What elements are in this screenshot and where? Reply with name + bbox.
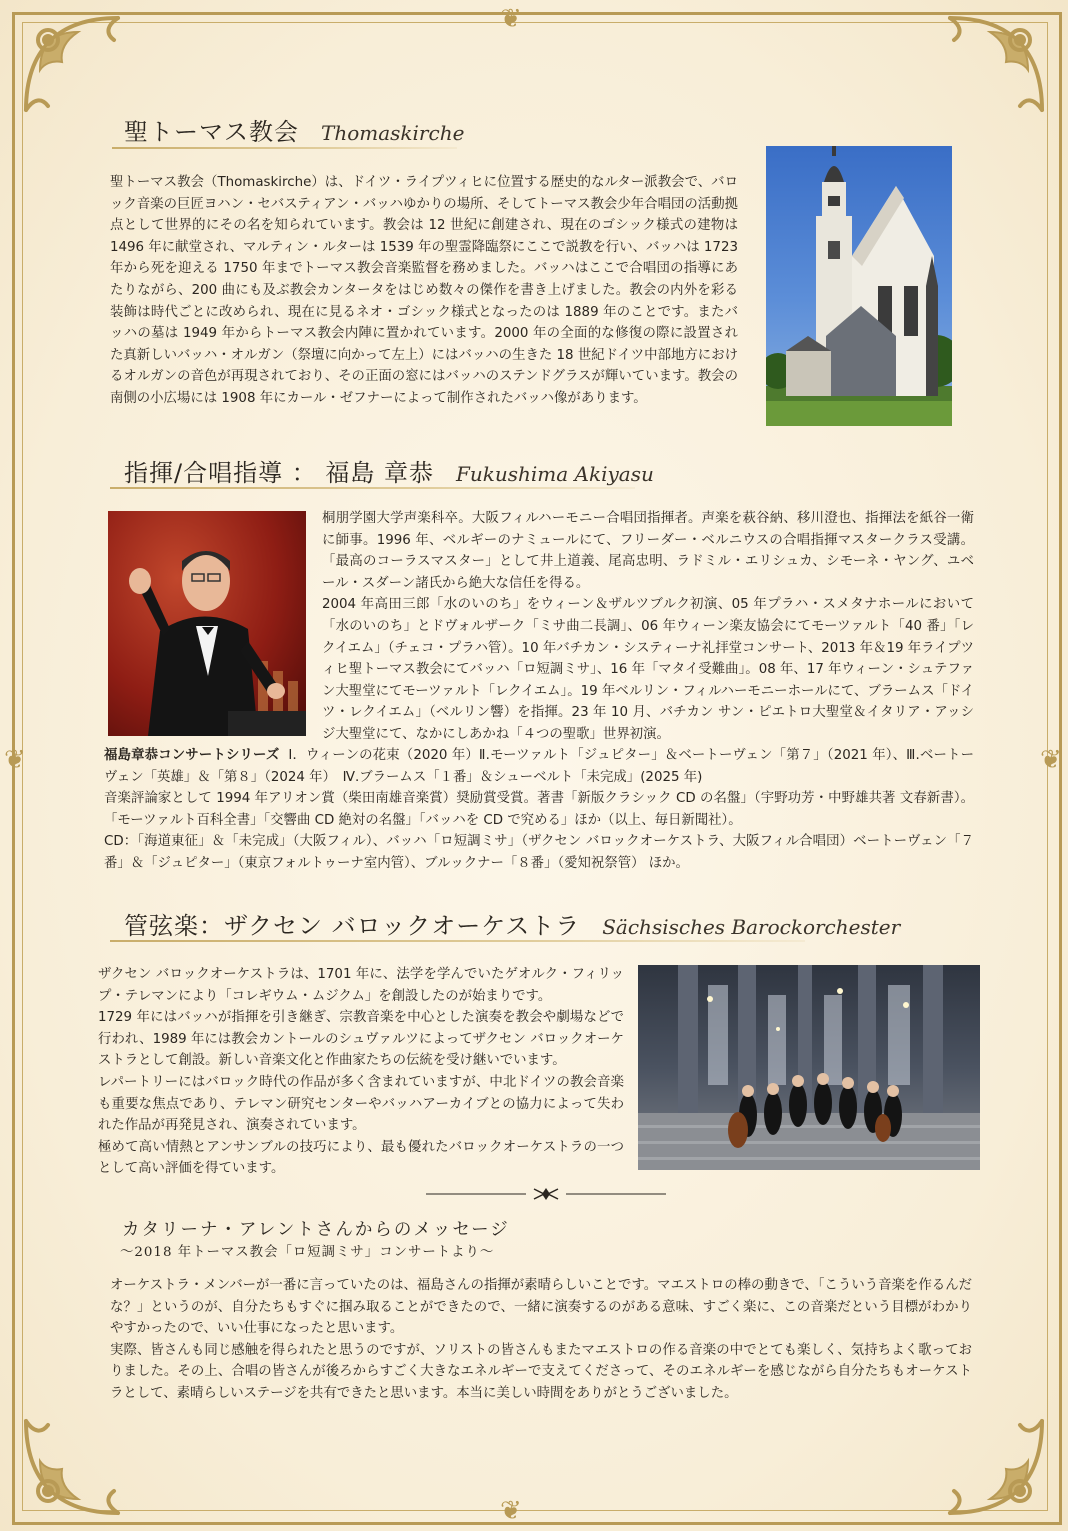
corner-ornament-icon xyxy=(940,1411,1050,1521)
thomas-title-jp: 聖トーマス教会 xyxy=(124,118,299,146)
message-p2: 実際、皆さんも同じ感触を得られたと思うのですが、ソリストの皆さんもまたマエストロの作る音楽の中でとても楽しく、気持ちよく歌っておりました。その上、合唱の皆さんが後ろからすごく大きなエネルギーで支えてくださって、そのエネルギーを感じながら自分たちもオーケストラとして、素晴らしいステージを共有できたと思います。本当に美しい時間をありがとうございました。 xyxy=(110,1342,972,1401)
conductor-cd: CD：「海道東征」＆「未完成」（大阪フィル）、バッハ「ロ短調ミサ」（ザクセン バロックオーケストラ、大阪フィル合唱団）ベートーヴェン「７番」＆「ジュピター」（東京フォルトゥーナ室内管）、ブルックナー「８番」（愛知祝祭管） ほか。 xyxy=(104,834,974,871)
thomas-heading xyxy=(124,112,464,147)
corner-ornament-icon xyxy=(18,10,128,120)
orchestra-body xyxy=(98,964,624,1180)
conductor-title-jp: 指揮/合唱指導 ： 福島 章恭 xyxy=(124,459,434,487)
bottom-edge-ornament-icon: ❦ xyxy=(500,1496,522,1526)
orchestra-photo xyxy=(638,965,980,1170)
conductor-bio xyxy=(322,508,974,746)
conductor-title-en: Fukushima Akiyasu xyxy=(455,462,654,486)
conductor-awards: 音楽評論家として 1994 年アリオン賞（柴田南雄音楽賞）奨励賞受賞。著書「新版クラシック CD の名盤」（宇野功芳・中野雄共著 文春新書）。「モーツァルト百科全書」「交響曲 CD 絶対の名盤」「バッハを CD で究める」ほか（以上、毎日新聞社）。 xyxy=(104,791,974,828)
conductor-extra xyxy=(104,745,974,875)
conductor-bio-2: 2004 年高田三郎「水のいのち」をウィーン＆ザルツブルク初演、05 年プラハ・スメタナホールにおいて「水のいのち」とドヴォルザーク「ミサ曲二長調」、06 年ウィーン楽友協会にてモーツァルト「40 番」「レクイエム」（チェコ・プラハ管）。10 年バチカン・システィーナ礼拝堂コンサート、2013 年＆19 年ライプツィヒ聖トーマス教会にてバッハ「ロ短調ミサ」、16 年「マタイ受難曲」。08 年、17 年ウィーン・シュテファン大聖堂にてモーツァルト「レクイエム」。19 年ベルリン・フィルハーモニーホールにて、ブラームス「ドイツ・レクイエム」（ベルリン響）を指揮。23 年 10 月、バチカン サン・ピエトロ大聖堂＆イタリア・アッシジ大聖堂にて、なかにしあかね「４つの聖歌」世界初演。 xyxy=(322,597,974,742)
orchestra-p1: ザクセン バロックオーケストラは、1701 年に、法学を学んでいたゲオルク・フィリップ・テレマンにより「コレギウム・ムジクム」を創設したのが始まりです。 xyxy=(98,967,624,1004)
conductor-bio-1: 桐朋学園大学声楽科卒。大阪フィルハーモニー合唱団指揮者。声楽を萩谷納、移川澄也、指揮法を紙谷一衛に師事。1996 年、ベルギーのナミュールにて、フリーダー・ベルニウスの合唱指揮マスタークラス受講。「最高のコーラスマスター」として井上道義、尾高忠明、ラドミル・エリシュカ、シモーネ・ヤング、ユベール・スダーン諸氏から絶大な信任を得る。 xyxy=(322,511,974,591)
thomaskirche-photo xyxy=(766,146,952,426)
conductor-heading xyxy=(124,453,654,488)
right-edge-ornament-icon: ❦ xyxy=(1040,745,1062,775)
thomas-body-text: 聖トーマス教会（Thomaskirche）は、ドイツ・ライプツィヒに位置する歴史的なルター派教会で、バロック音楽の巨匠ヨハン・セバスティアン・バッハゆかりの場所、そしてトーマス教会少年合唱団の活動拠点として世界的にその名を知られています。教会は 12 世紀に創建され、現在のゴシック様式の建物は 1496 年に献堂され、マルティン・ルターは 1539 年の聖霊降臨祭にここで説教を行い、バッハは 1723 年から死を迎える 1750 年までトーマス教会音楽監督を務めました。バッハはここで合唱団の指導にあたりながら、200 曲にも及ぶ教会カンタータをはじめ数々の傑作を書き上げました。教会の内外を彩る装飾は時代ごとに改められ、現在に見るネオ・ゴシック様式となったのは 1889 年のことです。またバッハの墓は 1949 年からトーマス教会内陣に置かれています。2000 年の全面的な修復の際に設置された真新しいバッハ・オルガン（祭壇に向かって左上）にはバッハの生きた 18 世紀ドイツ中部地方におけるオルガンの音色が再現されており、その正面の窓にはバッハのステンドグラスが輝いています。教会の南側の小広場には 1908 年にカール・ゼフナーによって制作されたバッハ像があります。 xyxy=(110,175,738,406)
message-body xyxy=(110,1275,972,1405)
thomas-body xyxy=(110,172,738,410)
corner-ornament-icon xyxy=(940,10,1050,120)
thomas-heading-rule xyxy=(112,147,457,149)
message-p1: オーケストラ・メンバーが一番に言っていたのは、福島さんの指揮が素晴らしいことです。マエストロの棒の動きで、「こういう音楽を作るんだな？」というのが、自分たちもすぐに掴み取ることができたので、一緒に演奏するのがある意味、すごく楽に、この音楽だという目標がわかりやすかったので、いい仕事になったと思います。 xyxy=(110,1278,972,1337)
fleuron-divider-icon xyxy=(426,1186,666,1200)
corner-ornament-icon xyxy=(18,1411,128,1521)
conductor-heading-rule xyxy=(110,487,635,489)
top-edge-ornament-icon: ❦ xyxy=(500,4,522,34)
orchestra-title-en: Sächsisches Barockorchester xyxy=(602,915,901,939)
orchestra-title-jp: 管弦楽：ザクセン バロックオーケストラ xyxy=(124,912,581,940)
orchestra-p2: 1729 年にはバッハが指揮を引き継ぎ、宗教音楽を中心とした演奏を教会や劇場などで行われ、1989 年には教会カントールのシュヴァルツによってザクセン バロックオーケストラとして創設。新しい音楽文化と作曲家たちの伝統を受け継いでいます。 xyxy=(98,1010,624,1069)
left-edge-ornament-icon: ❦ xyxy=(4,745,26,775)
concert-series-label: 福島章恭コンサートシリーズ xyxy=(104,748,280,763)
orchestra-heading-rule xyxy=(110,940,805,942)
concert-series-text: Ⅰ．ウィーンの花束（2020 年）Ⅱ.モーツァルト「ジュピター」＆ベートーヴェン「第７」（2021 年）、Ⅲ.ベートーヴェン「英雄」＆「第８」（2024 年） Ⅳ.ブラームス「１番」＆シューベルト「未完成」(2025 年) xyxy=(104,748,974,785)
orchestra-heading xyxy=(124,906,900,941)
thomas-title-en: Thomaskirche xyxy=(321,121,465,145)
message-subtitle: ～2018 年トーマス教会「ロ短調ミサ」コンサートより～ xyxy=(120,1245,495,1260)
orchestra-p4: 極めて高い情熱とアンサンブルの技巧により、最も優れたバロックオーケストラの一つとして高い評価を得ています。 xyxy=(98,1139,624,1177)
orchestra-p3: レパートリーにはバロック時代の作品が多く含まれていますが、中北ドイツの教会音楽も重要な焦点であり、テレマン研究センターやバッハアーカイブとの協力によって失われた作品が再発見され、演奏されています。 xyxy=(98,1074,624,1134)
conductor-photo xyxy=(108,511,306,736)
message-title: カタリーナ・アレントさんからのメッセージ xyxy=(122,1220,510,1240)
